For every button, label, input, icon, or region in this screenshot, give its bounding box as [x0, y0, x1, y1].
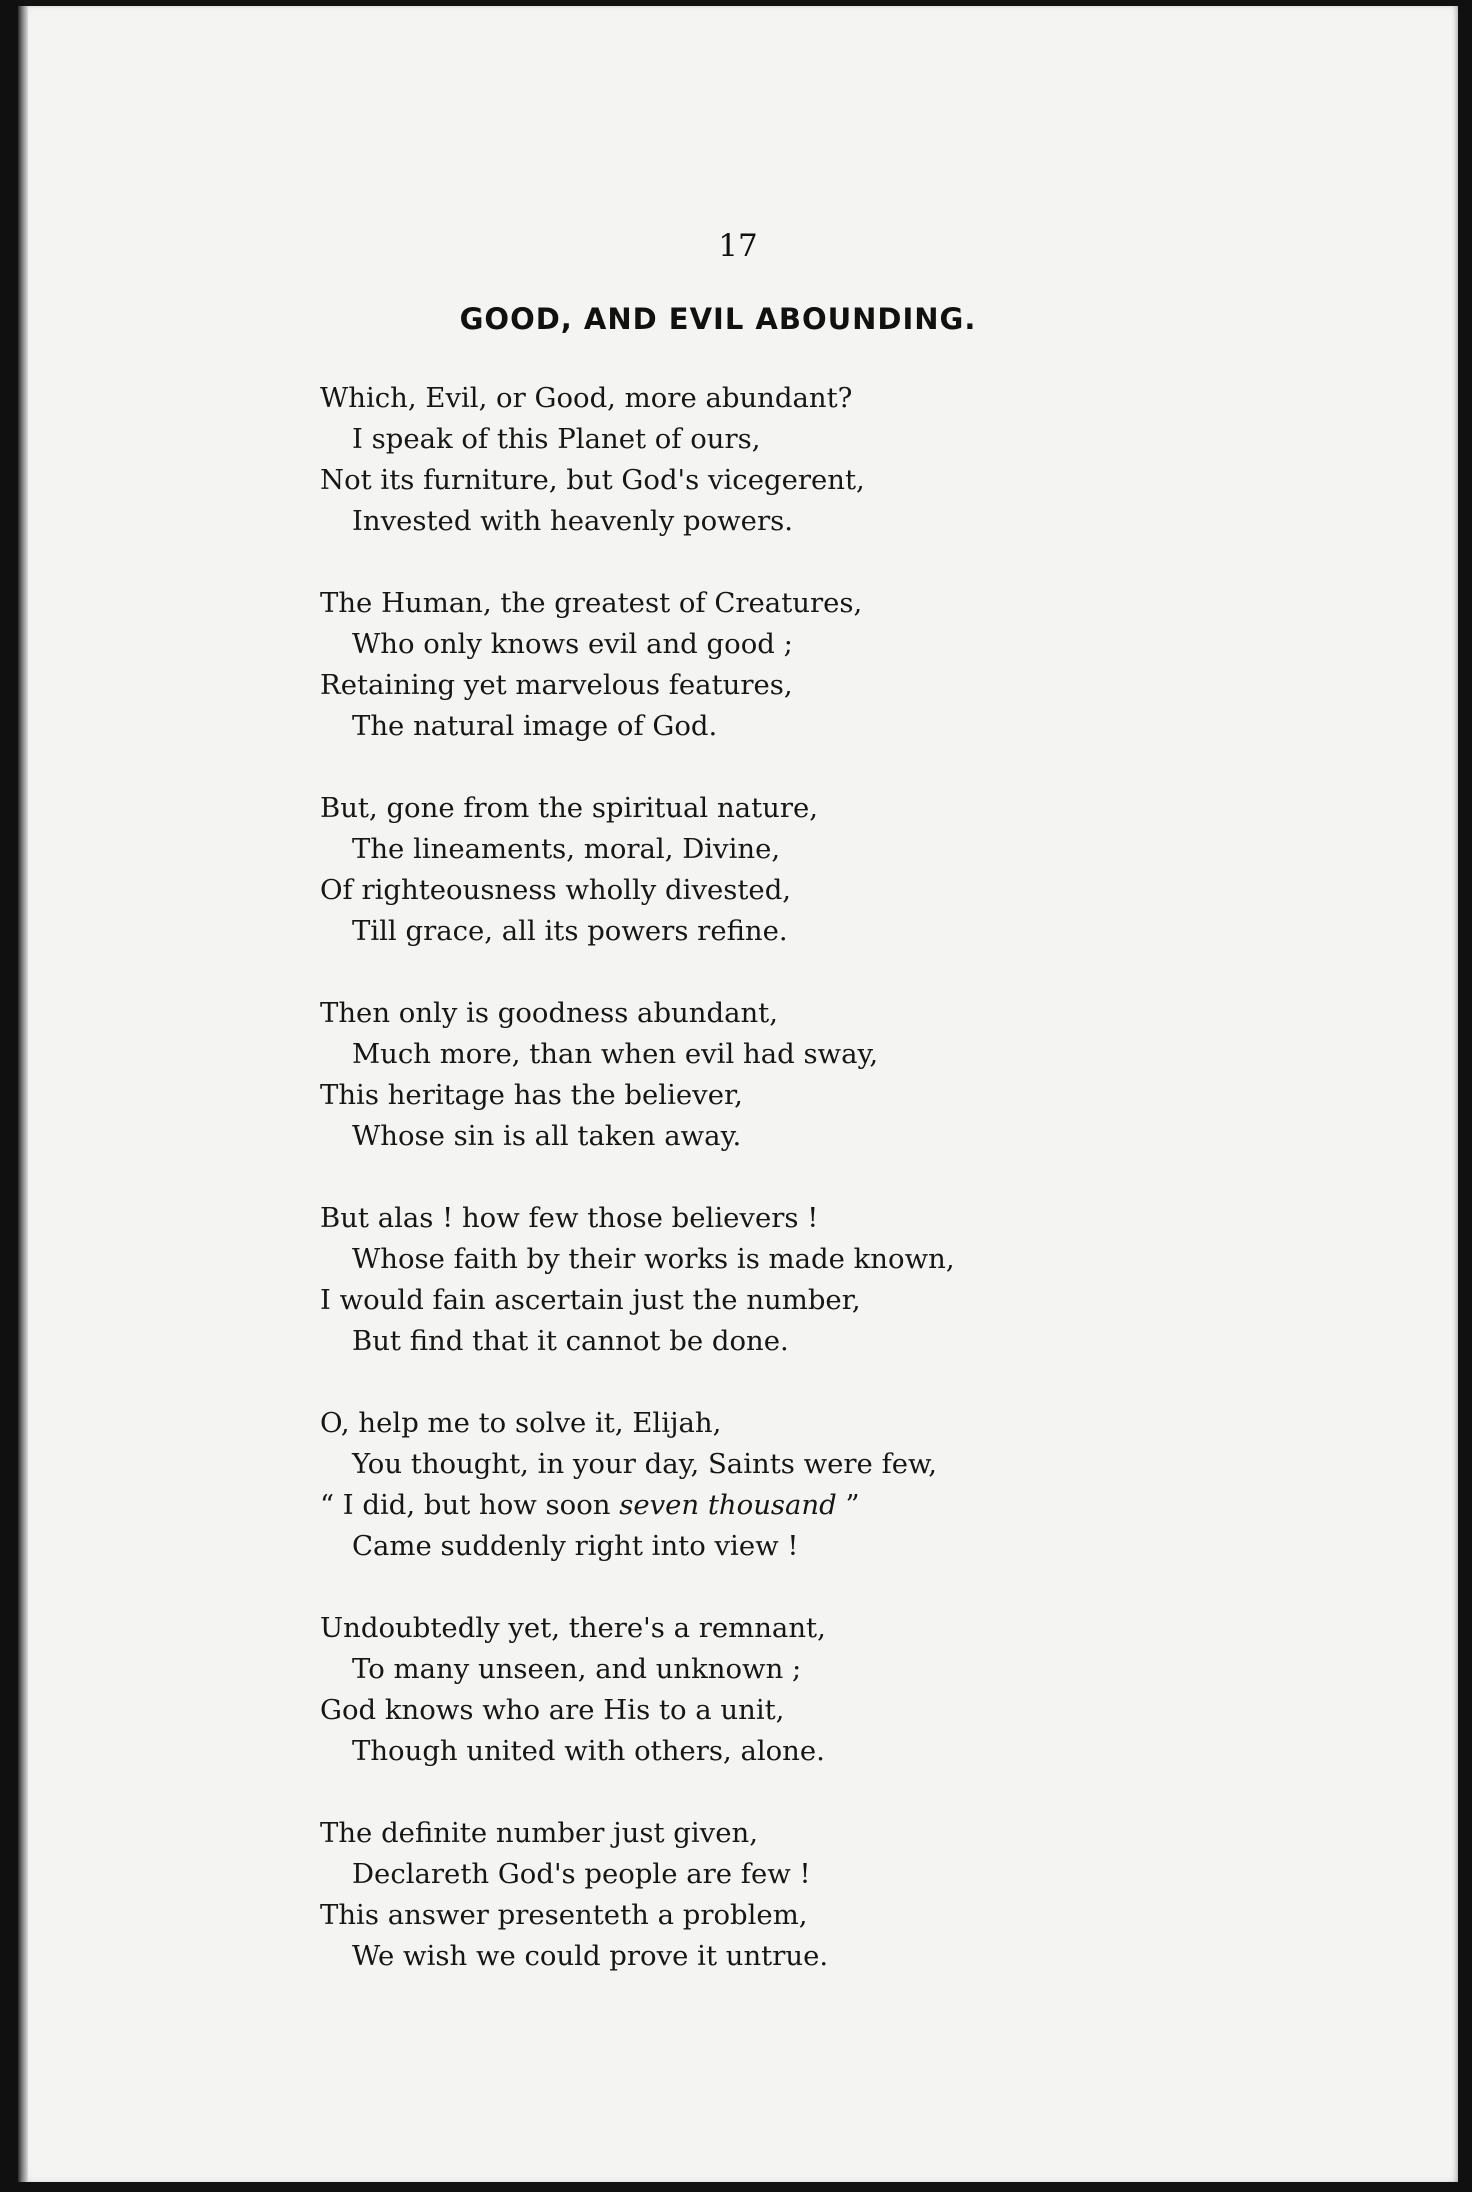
stanza-3 [320, 788, 1420, 952]
stanza-5 [320, 1198, 1420, 1362]
poem-line: This answer presenteth a problem, [320, 1899, 808, 1931]
poem-title: GOOD, AND EVIL ABOUNDING. [459, 302, 977, 336]
poem-line: Whose faith by their works is made known, [352, 1243, 955, 1275]
stanza-7 [320, 1608, 1420, 1772]
poem-line: We wish we could prove it untrue. [352, 1940, 829, 1972]
stanza-2 [320, 583, 1420, 747]
poem-line: I speak of this Planet of ours, [352, 423, 761, 455]
poem-line: But alas ! how few those believers ! [320, 1202, 819, 1234]
poem-line: O, help me to solve it, Elijah, [320, 1407, 722, 1439]
poem-line: The Human, the greatest of Creatures, [320, 587, 863, 619]
poem-line: Not its furniture, but God's vicegerent, [320, 464, 865, 496]
stanza-1 [320, 378, 1420, 542]
poem-line: To many unseen, and unknown ; [352, 1653, 802, 1685]
poem-line: Much more, than when evil had sway, [352, 1038, 879, 1070]
poem-line: The lineaments, moral, Divine, [352, 833, 781, 865]
stanza-8 [320, 1813, 1420, 1977]
poem-line: You thought, in your day, Saints were few, [352, 1448, 938, 1480]
book-page [18, 6, 1458, 2182]
poem-line: Declareth God's people are few ! [352, 1858, 811, 1890]
poem-line: The natural image of God. [352, 710, 718, 742]
closing-quote: ” [836, 1489, 860, 1521]
poem-line: Undoubtedly yet, there's a remnant, [320, 1612, 826, 1644]
poem-line: I would fain ascertain just the number, [320, 1284, 861, 1316]
poem-line: Though united with others, alone. [352, 1735, 825, 1767]
poem-line: The definite number just given, [320, 1817, 758, 1849]
page-number: 17 [718, 228, 758, 264]
poem-line: Till grace, all its powers refine. [352, 915, 788, 947]
poem-line: But find that it cannot be done. [352, 1325, 789, 1357]
stanza-6 [320, 1403, 1420, 1567]
poem-line: God knows who are His to a unit, [320, 1694, 785, 1726]
poem-line: Which, Evil, or Good, more abundant? [320, 382, 853, 414]
poem-line-start: “ I did, but how soon [320, 1489, 620, 1521]
poem-line: Invested with heavenly powers. [352, 505, 793, 537]
poem-line: Retaining yet marvelous features, [320, 669, 793, 701]
poem-line: But, gone from the spiritual nature, [320, 792, 818, 824]
poem-line: Whose sin is all taken away. [352, 1120, 742, 1152]
poem-line: This heritage has the believer, [320, 1079, 743, 1111]
poem-line: Who only knows evil and good ; [352, 628, 793, 660]
stanza-4 [320, 993, 1420, 1157]
poem-line-with-italic [320, 1485, 1420, 1526]
poem-body [320, 378, 1420, 2018]
poem-line: Came suddenly right into view ! [352, 1530, 799, 1562]
poem-line: Then only is goodness abundant, [320, 997, 778, 1029]
poem-line: Of righteousness wholly divested, [320, 874, 792, 906]
italic-phrase: seven thousand [619, 1489, 837, 1521]
